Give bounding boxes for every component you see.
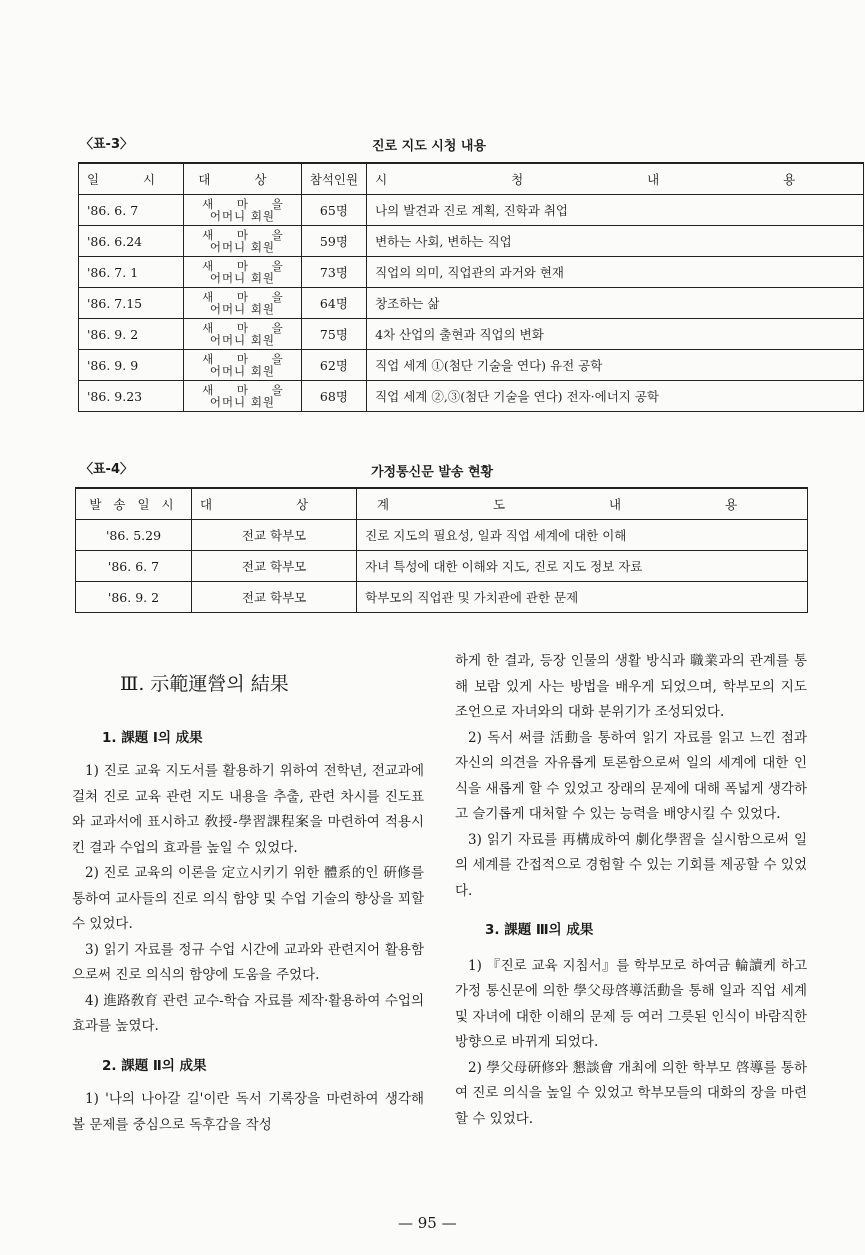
table3-label: 〈표-3〉 (80, 137, 133, 152)
paragraph: 1) '나의 나아갈 길'이란 독서 기록장을 마련하여 생각해 볼 문제를 중심으로 독후감을 작성 (72, 1091, 424, 1133)
content-cell: 나의 발견과 진로 계획, 진학과 취업 (367, 195, 864, 226)
table-row (79, 195, 864, 226)
paragraph: 3) 읽기 자료를 정규 수업 시간에 교과와 관련지어 활용함으로써 진로 의식의 함양에 도움을 주었다. (72, 941, 424, 983)
table-row (79, 257, 864, 288)
date-cell: '86. 6. 7 (76, 551, 192, 582)
count-cell: 65명 (301, 195, 366, 226)
subsection-heading: 3. 課題 Ⅲ의 成果 (485, 922, 594, 938)
target-cell: 새 마 을 어머니 회원 (184, 257, 302, 288)
table-row (76, 520, 808, 551)
paragraph: 하게 한 결과, 등장 인물의 생활 방식과 職業과의 관계를 통해 보람 있게 사는 방법을 배우게 되었으며, 학부모의 지도 조언으로 자녀와의 대화 분위기가 조성되었다. (455, 653, 807, 720)
content-cell: 진로 지도의 필요성, 일과 직업 세계에 대한 이해 (357, 520, 808, 551)
table-header-cell: 참석인원 (301, 163, 366, 195)
table3 (78, 162, 864, 412)
table-row (79, 381, 864, 412)
date-cell: '86. 6. 7 (79, 195, 184, 226)
left-column (72, 672, 424, 1138)
table-row (79, 226, 864, 257)
content-cell: 학부모의 직업관 및 가치관에 관한 문제 (357, 582, 808, 613)
content-cell: 4차 산업의 출현과 직업의 변화 (367, 319, 864, 350)
table-header-cell: 시 청 내 용 (367, 163, 864, 195)
date-cell: '86. 5.29 (76, 520, 192, 551)
count-cell: 73명 (301, 257, 366, 288)
table-row (76, 551, 808, 582)
date-cell: '86. 9. 2 (76, 582, 192, 613)
count-cell: 75명 (301, 319, 366, 350)
right-column (455, 649, 807, 1132)
target-cell: 새 마 을 어머니 회원 (184, 226, 302, 257)
table-header-cell: 일 시 (79, 163, 184, 195)
paragraph: 1) 진로 교육 지도서를 활용하기 위하여 전학년, 전교과에 걸쳐 진로 교육 관련 지도 내용을 추출, 관련 차시를 진도표와 교과서에 표시하고 敎授-學習課程案을 마련하여 적용시킨 결과 수업의 효과를 높일 수 있었다. (72, 763, 424, 856)
table-header-row (76, 488, 808, 520)
paragraph: 2) 진로 교육의 이론을 定立시키기 위한 體系的인 硏修를 통하여 교사들의 진로 의식 함양 및 수업 기술의 향상을 꾀할 수 있었다. (72, 865, 424, 932)
paragraph: 2) 學父母硏修와 懇談會 개최에 의한 학부모 啓導를 통하여 진로 의식을 높일 수 있었고 학부모들의 대화의 장을 마련할 수 있었다. (455, 1059, 807, 1127)
target-cell: 새 마 을 어머니 회원 (184, 319, 302, 350)
table-header-cell: 대 상 (192, 488, 357, 520)
date-cell: '86. 9. 9 (79, 350, 184, 381)
date-cell: '86. 9. 2 (79, 319, 184, 350)
table4 (75, 487, 808, 613)
target-cell: 전교 학부모 (192, 551, 357, 582)
paragraph: 1) 『진로 교육 지침서』를 학부모로 하여금 輪讀케 하고 가정 통신문에 의한 學父母啓導活動을 통해 일과 직업 세계 및 자녀에 대한 이해의 문제 등 여러 그릇된 인식이 바람직한 방향으로 바뀌게 되었다. (455, 957, 807, 1050)
date-cell: '86. 6.24 (79, 226, 184, 257)
content-cell: 직업의 의미, 직업관의 과거와 현재 (367, 257, 864, 288)
table-header-cell: 발 송 일 시 (76, 488, 192, 520)
table-header-cell: 대 상 (184, 163, 302, 195)
table-header-row (79, 163, 864, 195)
table3-title: 진로 지도 시청 내용 (372, 139, 487, 154)
target-cell: 전교 학부모 (192, 582, 357, 613)
target-cell: 전교 학부모 (192, 520, 357, 551)
target-cell: 새 마 을 어머니 회원 (184, 195, 302, 226)
target-cell: 새 마 을 어머니 회원 (184, 350, 302, 381)
content-cell: 직업 세계 ②,③(첨단 기술을 연다) 전자·에너지 공학 (367, 381, 864, 412)
content-cell: 직업 세계 ①(첨단 기술을 연다) 유전 공학 (367, 350, 864, 381)
table-row (79, 350, 864, 381)
count-cell: 62명 (301, 350, 366, 381)
table-header-cell: 계 도 내 용 (357, 488, 808, 520)
content-cell: 변하는 사회, 변하는 직업 (367, 226, 864, 257)
content-cell: 창조하는 삶 (367, 288, 864, 319)
paragraph: 2) 독서 써클 活動을 통하여 읽기 자료를 읽고 느낀 점과 자신의 의견을 자유롭게 토론함으로써 일의 세계에 대한 인식을 새롭게 할 수 있었고 장래의 문제에 대해 폭넓게 생각하고 슬기롭게 대처할 수 있는 능력을 배양시킬 수 있었다. (455, 729, 807, 822)
date-cell: '86. 7. 1 (79, 257, 184, 288)
subsection-heading: 1. 課題 Ⅰ의 成果 (102, 729, 203, 746)
page-number: — 95 — (398, 1214, 457, 1232)
paragraph: 4) 進路敎育 관련 교수-학습 자료를 제작·활용하여 수업의 효과를 높였다. (72, 992, 424, 1034)
section-title: Ⅲ. 示範運營의 結果 (120, 673, 289, 695)
table4-title: 가정통신문 발송 현황 (371, 465, 494, 480)
target-cell: 새 마 을 어머니 회원 (184, 288, 302, 319)
paragraph: 3) 읽기 자료를 再構成하여 劇化學習을 실시함으로써 일의 세계를 간접적으로 경험할 수 있는 기회를 제공할 수 있었다. (455, 831, 807, 899)
count-cell: 59명 (301, 226, 366, 257)
content-cell: 자녀 특성에 대한 이해와 지도, 진로 지도 정보 자료 (357, 551, 808, 582)
table-row (79, 319, 864, 350)
table4-label: 〈표-4〉 (80, 462, 133, 477)
date-cell: '86. 9.23 (79, 381, 184, 412)
count-cell: 68명 (301, 381, 366, 412)
date-cell: '86. 7.15 (79, 288, 184, 319)
target-cell: 새 마 을 어머니 회원 (184, 381, 302, 412)
table-row (79, 288, 864, 319)
subsection-heading: 2. 課題 Ⅱ의 成果 (102, 1057, 207, 1074)
count-cell: 64명 (301, 288, 366, 319)
table-row (76, 582, 808, 613)
